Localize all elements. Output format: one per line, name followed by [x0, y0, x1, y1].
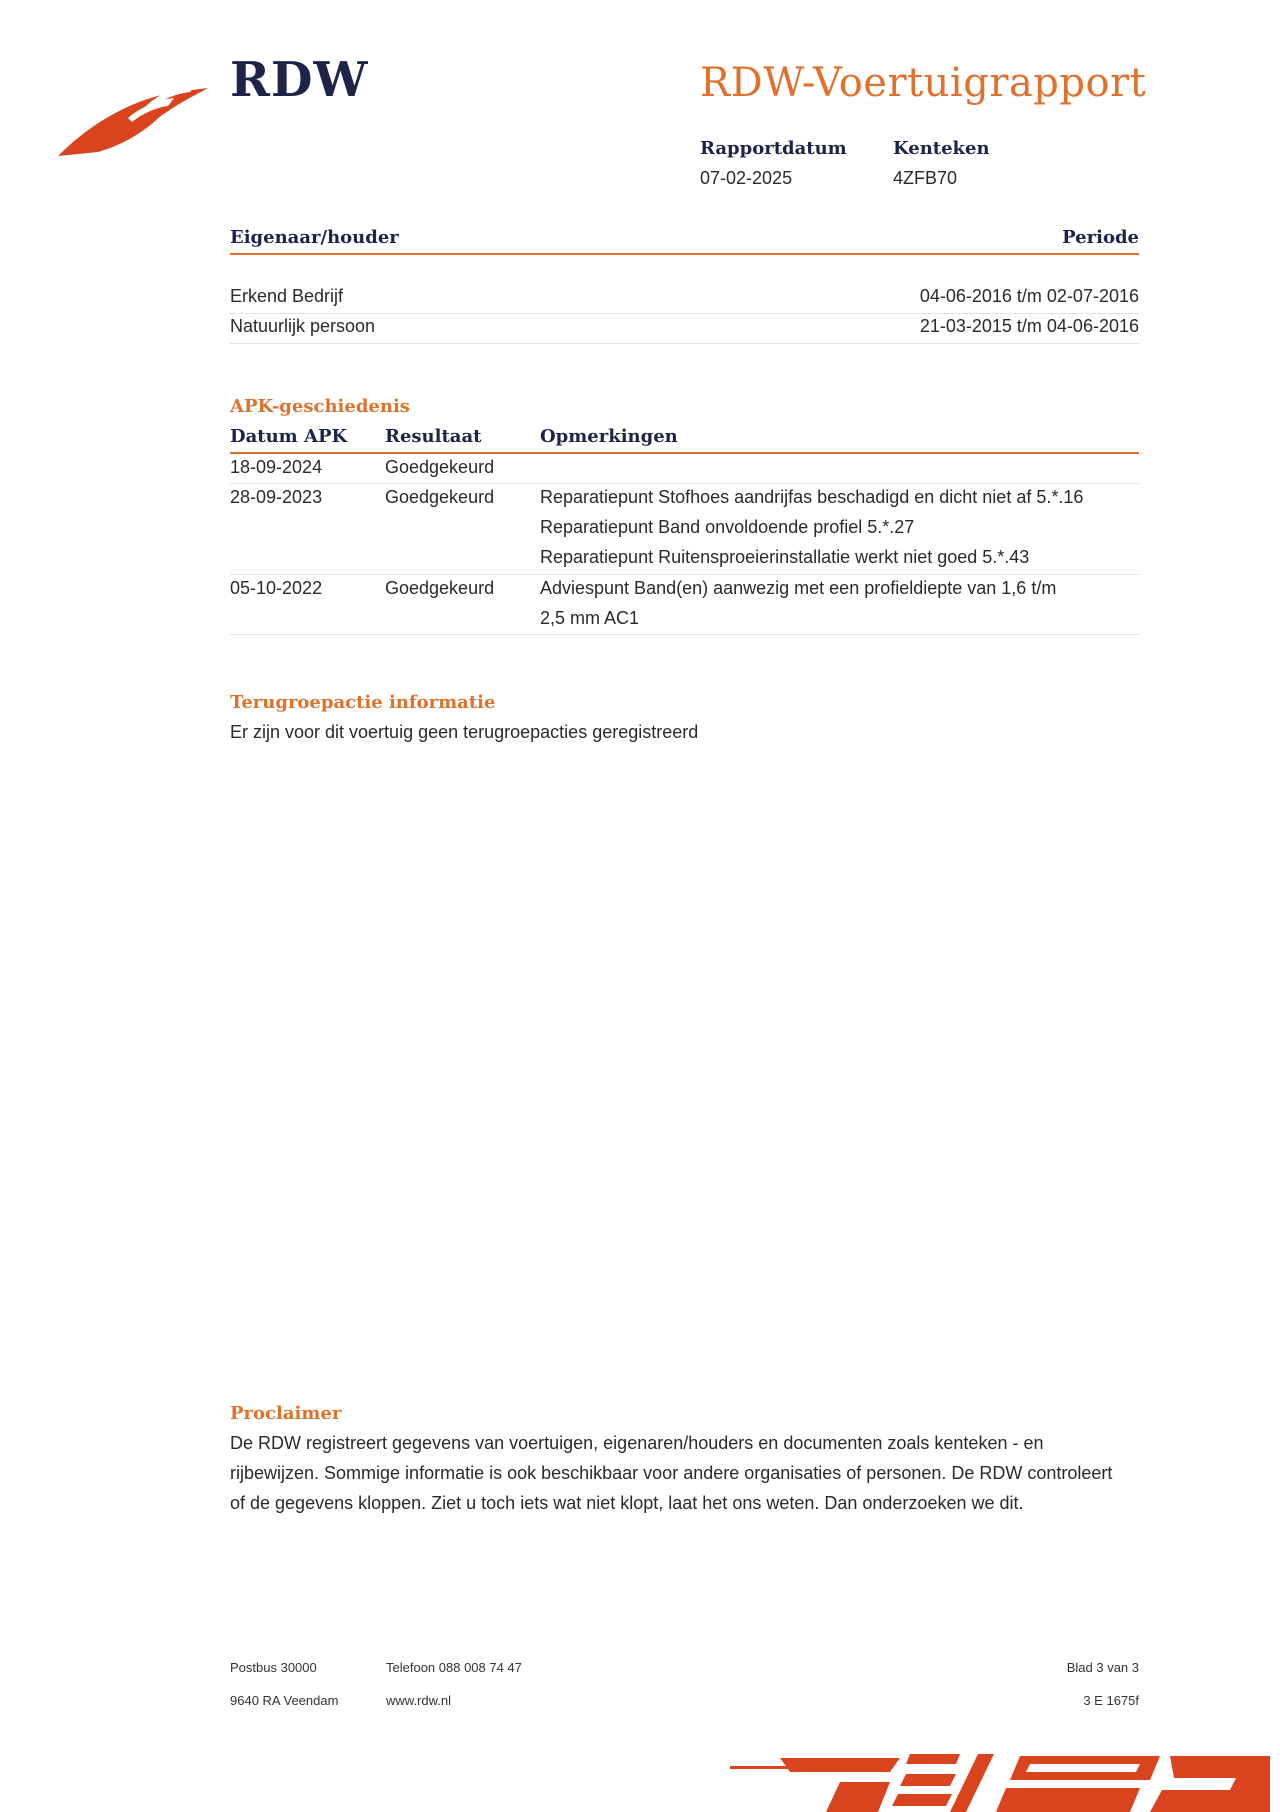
- col-remarks-header: Opmerkingen: [540, 426, 678, 447]
- apk-row-3-remark-2: 2,5 mm AC1: [540, 608, 640, 628]
- row-divider: [230, 483, 1139, 484]
- col-date-header: Datum APK: [230, 426, 348, 447]
- apk-row-3-result: Goedgekeurd: [385, 578, 495, 598]
- recall-section-title: Terugroepactie informatie: [230, 692, 496, 713]
- row-divider: [230, 634, 1139, 635]
- footer-postbus: Postbus 30000: [230, 1660, 317, 1675]
- decorative-stripes-icon: [730, 1742, 1270, 1812]
- apk-header-rule: [230, 452, 1139, 454]
- col-result-header: Resultaat: [385, 426, 482, 447]
- footer-page-number: Blad 3 van 3: [1066, 1660, 1139, 1675]
- owner-row-2-period: 21-03-2015 t/m 04-06-2016: [919, 316, 1139, 336]
- apk-section-title: APK-geschiedenis: [230, 396, 410, 417]
- owner-header-rule: [230, 253, 1139, 255]
- col-owner-header: Eigenaar/houder: [230, 227, 399, 248]
- apk-row-3-remark-1: Adviespunt Band(en) aanwezig met een profieldiepte van 1,6 t/m: [540, 578, 1057, 598]
- apk-row-2-result: Goedgekeurd: [385, 487, 495, 507]
- row-divider: [230, 343, 1139, 344]
- rdw-logo-icon: [58, 78, 208, 160]
- footer-web[interactable]: www.rdw.nl: [386, 1693, 452, 1708]
- col-period-header: Periode: [1062, 227, 1139, 248]
- row-divider: [230, 313, 1139, 314]
- row-divider: [230, 574, 1139, 575]
- owner-row-2-owner: Natuurlijk persoon: [230, 316, 376, 336]
- proclaimer-title: Proclaimer: [230, 1403, 342, 1424]
- apk-row-2-remark-1: Reparatiepunt Stofhoes aandrijfas beschadigd en dicht niet af 5.*.16: [540, 487, 1084, 507]
- apk-row-2-remark-3: Reparatiepunt Ruitensproeierinstallatie werkt niet goed 5.*.43: [540, 547, 1030, 567]
- brand-name: RDW: [230, 52, 369, 108]
- apk-row-1-result: Goedgekeurd: [385, 457, 495, 477]
- footer-city: 9640 RA Veendam: [230, 1693, 339, 1708]
- report-title: RDW-Voertuigrapport: [700, 60, 1147, 106]
- plate-label: Kenteken: [893, 138, 990, 159]
- apk-row-2-date: 28-09-2023: [230, 487, 323, 507]
- report-date: 07-02-2025: [700, 168, 793, 188]
- proclaimer-text: De RDW registreert gegevens van voertuigen, eigenaren/houders en documenten zoals kenteken - en rijbewijzen. Sommige informatie is ook beschikbaar voor andere organisaties of personen. De RDW controleert of de gegevens kloppen. Ziet u toch iets wat niet klopt, laat het ons weten. Dan onderzoeken we dit.: [230, 1433, 1113, 1513]
- apk-row-2-remark-2: Reparatiepunt Band onvoldoende profiel 5.*.27: [540, 517, 915, 537]
- plate-number: 4ZFB70: [893, 168, 958, 188]
- footer-phone: Telefoon 088 008 74 47: [386, 1660, 522, 1675]
- recall-text: Er zijn voor dit voertuig geen terugroepacties geregistreerd: [230, 722, 699, 742]
- report-date-label: Rapportdatum: [700, 138, 847, 159]
- apk-row-1-date: 18-09-2024: [230, 457, 323, 477]
- apk-row-3-date: 05-10-2022: [230, 578, 323, 598]
- owner-row-1-period: 04-06-2016 t/m 02-07-2016: [919, 286, 1139, 306]
- owner-row-1-owner: Erkend Bedrijf: [230, 286, 344, 306]
- footer-code: 3 E 1675f: [1083, 1693, 1139, 1708]
